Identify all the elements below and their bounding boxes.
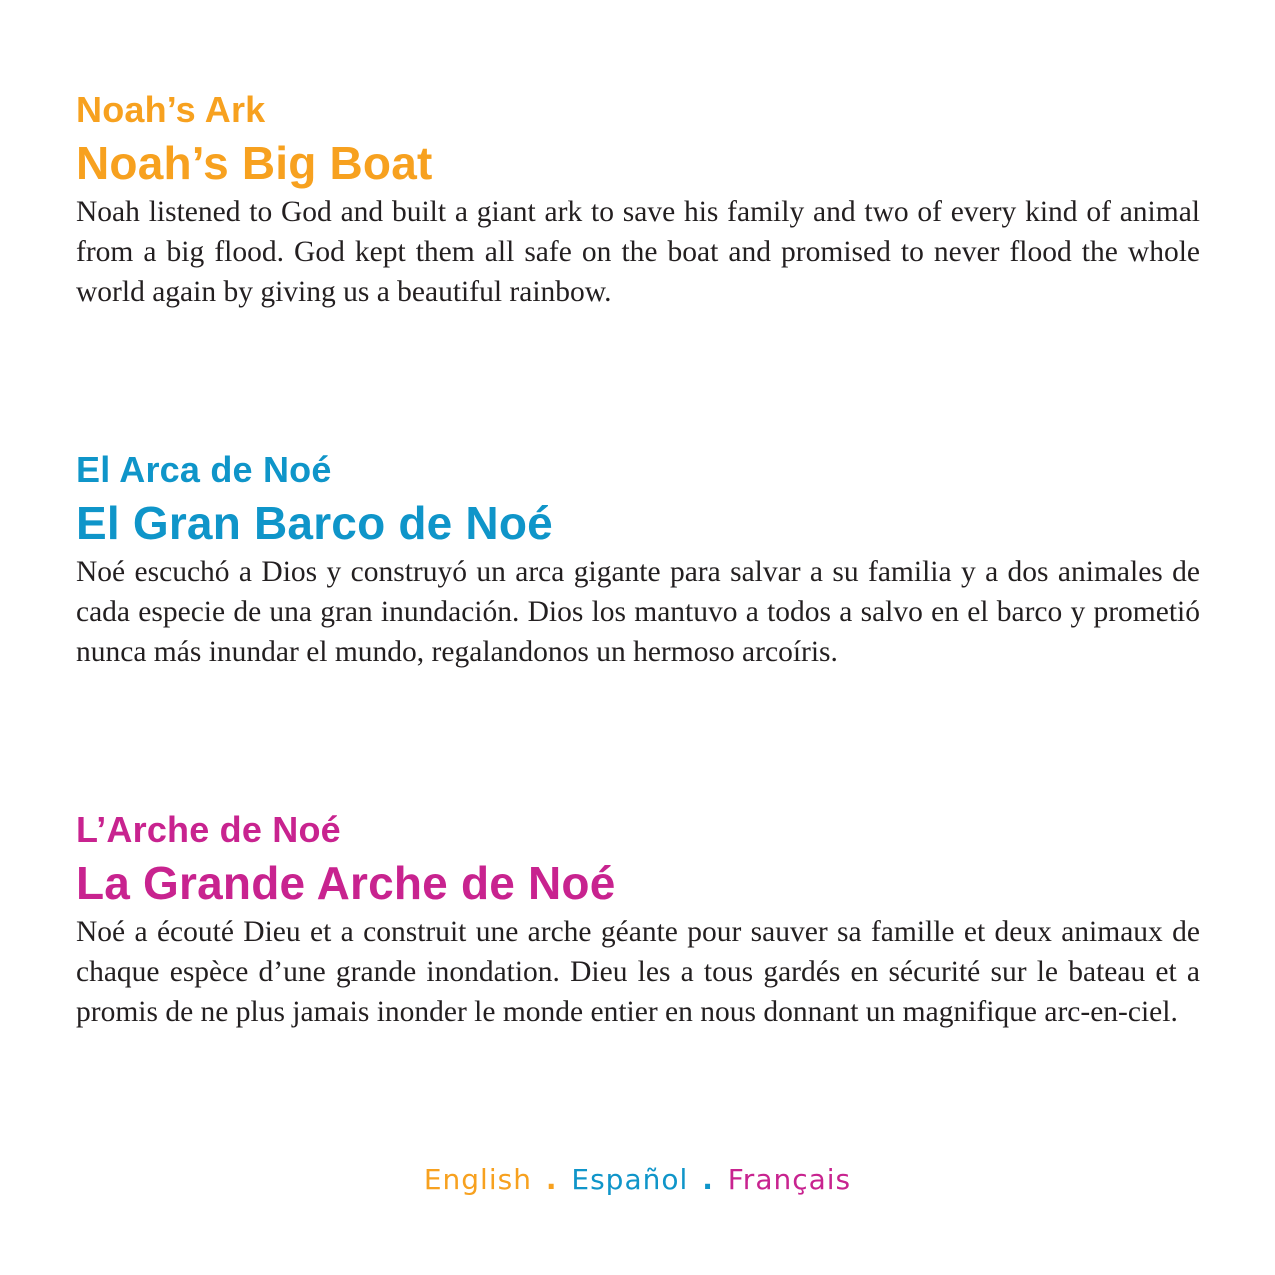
spanish-subtitle: El Arca de Noé	[76, 449, 332, 490]
footer-french: Français	[727, 1163, 852, 1196]
french-subtitle: L’Arche de Noé	[76, 809, 341, 850]
french-body: Noé a écouté Dieu et a construit une arche géante pour sauver sa famille et deux animaux de chaque espèce d’une grande inondation. Dieu les a tous gardés en sécurité sur le bateau et a promis de ne plus jamais inonder le monde entier en nous donnant un magnifique arc-en-ciel.	[76, 916, 1200, 1028]
footer-separator: .	[702, 1163, 714, 1196]
footer-english: English	[423, 1163, 532, 1196]
language-footer	[0, 1160, 1275, 1200]
english-body: Noah listened to God and built a giant ark to save his family and two of every kind of animal from a big flood. God kept them all safe on the boat and promised to never flood the whole world again by giving us a beautiful rainbow.	[76, 196, 1200, 308]
french-title: La Grande Arche de Noé	[76, 857, 616, 909]
footer-spanish: Español	[571, 1163, 689, 1196]
spanish-title: El Gran Barco de Noé	[76, 497, 553, 549]
footer-separator: .	[545, 1163, 558, 1196]
spanish-section	[76, 446, 1200, 672]
english-subtitle: Noah’s Ark	[76, 89, 266, 130]
english-section	[76, 86, 1200, 312]
english-title: Noah’s Big Boat	[76, 137, 433, 189]
spanish-body: Noé escuchó a Dios y construyó un arca gigante para salvar a su familia y a dos animales de cada especie de una gran inundación. Dios los mantuvo a todos a salvo en el barco y prometió nunca más inundar el mundo, regalandonos un hermoso arcoíris.	[76, 556, 1200, 668]
french-section	[76, 806, 1200, 1032]
